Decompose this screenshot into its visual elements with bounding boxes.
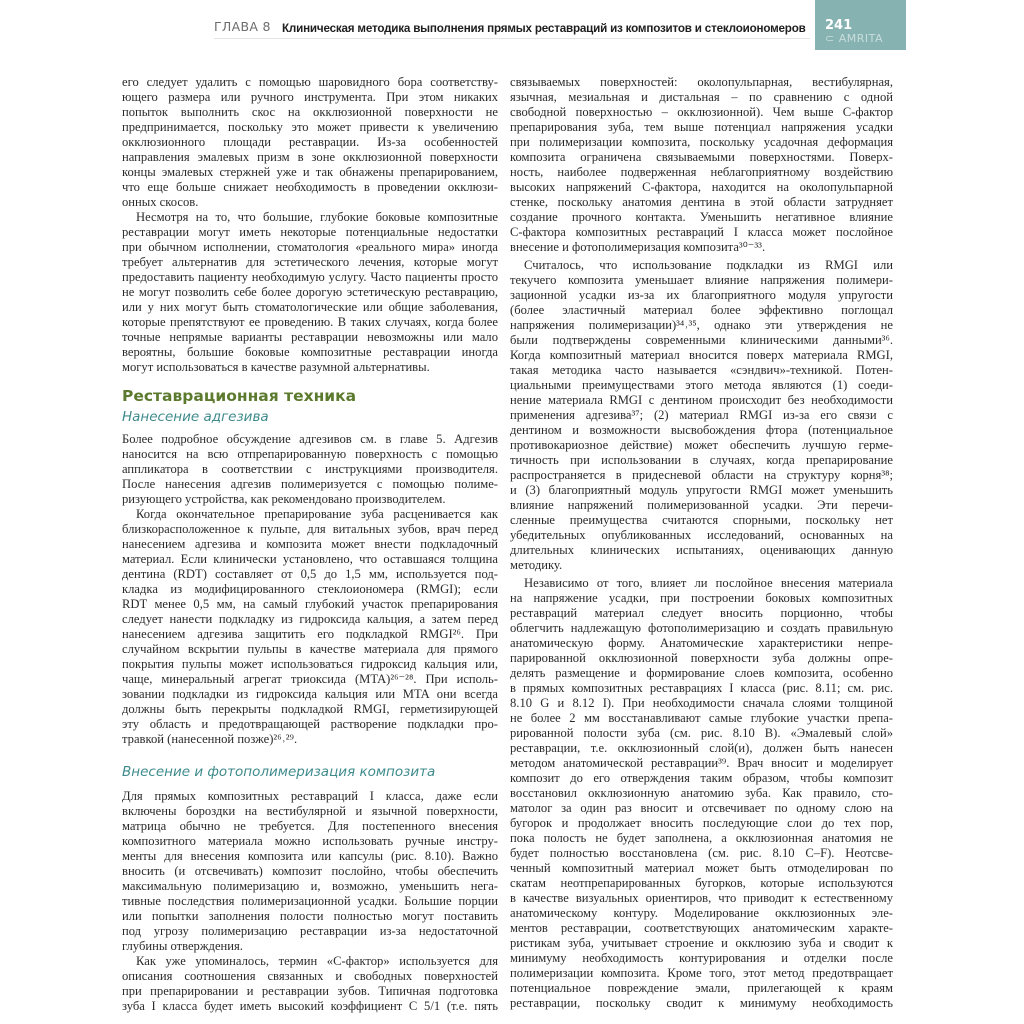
text-line: реставрации, поскольку сводит к минимуму необходимость bbox=[510, 996, 893, 1010]
subsection-heading: Нанесение адгезива bbox=[122, 409, 269, 425]
text-line: предоставить пациенту необходимую услугу. Часто пациенты просто bbox=[122, 270, 498, 284]
text-line: композита ограничена связываемыми поверхностями. Поверх- bbox=[510, 150, 893, 164]
watermark-text: AMRITA bbox=[838, 32, 884, 45]
text-line: на напряжение усадки, при построении боковых композитных bbox=[510, 591, 893, 605]
text-line: бугорок и продолжает вносить последующие слои до тех пор, bbox=[510, 816, 893, 830]
paragraph bbox=[122, 75, 498, 210]
text-line: распространяется в придесневой области на структуру корня³⁸; bbox=[510, 468, 893, 482]
text-line: методом анатомической реставрации³⁹. Врач вносит и моделирует bbox=[510, 756, 893, 770]
text-line: менты для внесения композита или капсулы (рис. 8.10). Важно bbox=[122, 849, 498, 863]
text-line: композит до его отверждения таким образом, чтобы композит bbox=[510, 771, 893, 785]
text-line: После нанесения адгезив полимеризуется с помощью полиме- bbox=[122, 477, 498, 491]
text-line: такая методика часто называется «сэндвич»-техникой. Потен- bbox=[510, 363, 893, 377]
text-line: его следует удалить с помощью шаровидного бора соответству- bbox=[122, 75, 498, 89]
paragraph bbox=[122, 789, 498, 954]
right-text-column bbox=[510, 75, 893, 1011]
text-line: стенке, поскольку анатомия дентина в этой области затрудняет bbox=[510, 195, 893, 209]
text-line: высоких напряжений С-фактора, находится на околопульпарной bbox=[510, 180, 893, 194]
text-line: текучего композита уменьшает влияние напряжения полимери- bbox=[510, 273, 893, 287]
text-line: С-фактора композитных реставраций I класса может послойное bbox=[510, 225, 893, 239]
text-line: Более подробное обсуждение адгезивов см. в главе 5. Адгезив bbox=[122, 432, 498, 446]
chapter-title: Клиническая методика выполнения прямых реставраций из композитов и стеклоиономеров bbox=[282, 21, 806, 35]
running-header bbox=[0, 0, 1024, 52]
paragraph bbox=[510, 75, 893, 255]
text-line: покрытия пульпы может использоваться гидроксид кальция или, bbox=[122, 657, 498, 671]
chapter-title-container bbox=[282, 19, 806, 35]
paragraph bbox=[122, 432, 498, 507]
text-line: матрица обычно не требуется. Для постепенного внесения bbox=[122, 819, 498, 833]
text-line: чаще, минеральный агрегат триоксида (MTA)²⁶⁻²⁸. При исполь- bbox=[122, 672, 498, 686]
text-line: композитного материала можно использовать ручные инстру- bbox=[122, 834, 498, 848]
text-line: восстановил окклюзионную анатомию зуба. Как правило, сто- bbox=[510, 786, 893, 800]
text-line: реставрации могут иметь некоторые потенциальные недостатки bbox=[122, 225, 498, 239]
text-line: нанесением адгезива и композита может внести подкладочный bbox=[122, 537, 498, 551]
chapter-label: ГЛАВА 8 bbox=[214, 19, 271, 34]
text-line: полимеризации композита. Кроме того, этот метод предотвращает bbox=[510, 966, 893, 980]
text-line: аппликатора в соответствии с инструкциями производителя. bbox=[122, 462, 498, 476]
text-line: делять размещение и формирование слоев композита, особенно bbox=[510, 666, 893, 680]
text-line: при препарировании и реставрации зубов. Типичная подготовка bbox=[122, 984, 498, 998]
text-line: ющего размера или ручного инструмента. При этом никаких bbox=[122, 90, 498, 104]
text-line: при обычном исполнении, стоматология «реального мира» иногда bbox=[122, 240, 498, 254]
text-line: которые препятствуют ее проведению. В таких случаях, когда более bbox=[122, 315, 498, 329]
page-number-tab bbox=[815, 0, 906, 50]
text-line: и (3) благоприятный модуль упругости RMGI может уменьшить bbox=[510, 483, 893, 497]
text-line: окклюзионного площади реставрации. Из-за особенностей bbox=[122, 135, 498, 149]
text-line: включены бороздки на вестибулярной и язычной поверхности, bbox=[122, 804, 498, 818]
text-line: тивные последствия полимеризационной усадки. Большие порции bbox=[122, 894, 498, 908]
text-line: зуба I класса будет иметь высокий коэффициент С 5/1 (т.е. пять bbox=[122, 999, 498, 1013]
text-line: близкорасположенное к пульпе, для витальных зубов, врач перед bbox=[122, 522, 498, 536]
text-line: глубины отверждения. bbox=[122, 939, 243, 953]
text-line: препарирования зуба, тем выше потенциал напряжения усадки bbox=[510, 120, 893, 134]
paragraph bbox=[510, 258, 893, 573]
subsection-heading: Внесение и фотополимеризация композита bbox=[122, 764, 436, 780]
text-line: связываемых поверхностей: околопульпарная, вестибулярная, bbox=[510, 75, 893, 89]
text-line: Независимо от того, влияет ли послойное внесения материала bbox=[524, 576, 893, 590]
text-line: Когда окончательное препарирование зуба расценивается как bbox=[136, 507, 498, 521]
text-line: анатомическую форму. Анатомические характеристики непре- bbox=[510, 636, 893, 650]
text-line: реставраций материал следует вносить порционно, чтобы bbox=[510, 606, 893, 620]
text-line: парированной окклюзионной поверхности зуба должны опре- bbox=[510, 651, 893, 665]
text-line: облегчить надлежащую фотополимеризацию и создать правильную bbox=[510, 621, 893, 635]
text-line: зационной усадки из-за их благоприятного модуля упругости bbox=[510, 288, 893, 302]
text-line: что еще больше снижает необходимость в проведении окклюзи- bbox=[122, 180, 498, 194]
text-line: матолог за один раз вносит и отсвечивает по одному слою на bbox=[510, 801, 893, 815]
text-line: требует альтернатив для эстетического лечения, которые могут bbox=[122, 255, 498, 269]
text-line: в прямых композитных реставрациях I класса (рис. 8.11; см. рис. bbox=[510, 681, 893, 695]
text-line: были подтверждены современными клиническими данными³⁶. bbox=[510, 333, 893, 347]
text-line: точные непрямые варианты реставрации невозможны или мало bbox=[122, 330, 498, 344]
text-line: ченный композитный материал может быть отмоделирован по bbox=[510, 861, 893, 875]
text-line: вносить (и отсвечивать) композит послойно, чтобы обеспечить bbox=[122, 864, 498, 878]
text-line: Как уже упоминалось, термин «С-фактор» используется для bbox=[136, 954, 498, 968]
text-line: материал. Если клинически установлено, что оставшаяся толщина bbox=[122, 552, 498, 566]
text-line: 8.10 G и 8.12 I). При необходимости сначала слоями толщиной bbox=[510, 696, 893, 710]
text-line: Когда композитный материал вносится поверх материала RMGI, bbox=[510, 348, 893, 362]
page-number: 241 bbox=[825, 18, 853, 33]
text-line: онных скосов. bbox=[122, 195, 199, 209]
text-line: Несмотря на то, что большие, глубокие боковые композитные bbox=[136, 210, 498, 224]
text-line: следует нанести подкладку из гидроксида кальция, а затем перед bbox=[122, 612, 498, 626]
paragraph bbox=[122, 507, 498, 747]
text-line: свободной поверхностью – окклюзионной). Чем выше С-фактор bbox=[510, 105, 893, 119]
text-line: эту область и предотвращающей растворение подкладки про- bbox=[122, 717, 498, 731]
text-line: максимальную полимеризацию и, возможно, уменьшить нега- bbox=[122, 879, 498, 893]
text-line: циальными преимуществами этого метода являются (1) соеди- bbox=[510, 378, 893, 392]
text-line: предпринимается, поскольку это может привести к увеличению bbox=[122, 120, 498, 134]
text-line: противокариозное действие) может обеспечить лучшую герме- bbox=[510, 438, 893, 452]
text-line: в качестве визуальных ориентиров, что приводит к естественному bbox=[510, 891, 893, 905]
text-line: тичность при использовании в случаях, когда препарирование bbox=[510, 453, 893, 467]
text-line: реставрации, т.е. окклюзионный слой(и), должен быть нанесен bbox=[510, 741, 893, 755]
text-line: влияние напряжений полимеризованной усадки. Эти перечи- bbox=[510, 498, 893, 512]
text-line: Считалось, что использование подкладки из RMGI или bbox=[524, 258, 893, 272]
text-line: под угрозу полимеризацию реставрации из-за недостаточной bbox=[122, 924, 498, 938]
text-line: не более 2 мм восстанавливают самые глубокие участки препа- bbox=[510, 711, 893, 725]
text-line: концы эмалевых стержней уже и так обнажены препарированием, bbox=[122, 165, 498, 179]
section-heading: Реставрационная техника bbox=[122, 387, 357, 405]
text-line: при полимеризации композита, поскольку усадочная деформация bbox=[510, 135, 893, 149]
text-line: длительных клинических испытаниях, оценивающих данную bbox=[510, 543, 893, 557]
text-line: вероятны, большие боковые композитные реставрации иногда bbox=[122, 345, 498, 359]
text-line: нение материала RMGI с дентином происходит без необходимости bbox=[510, 393, 893, 407]
text-line: не могут позволить себе более дорогую эстетическую реставрацию, bbox=[122, 285, 498, 299]
text-line: пока полость не будет заполнена, а окклюзионная анатомия не bbox=[510, 831, 893, 845]
text-line: или попытки заполнения полости полностью могут поставить bbox=[122, 909, 498, 923]
text-line: зовании подкладки из гидроксида кальция или MTA они всегда bbox=[122, 687, 498, 701]
text-line: будет полностью восстановлена (см. рис. 8.10 C–F). Неотсве- bbox=[510, 846, 893, 860]
text-line: ризующего устройства, как рекомендовано производителем. bbox=[122, 492, 446, 506]
text-line: создание прочного контакта. Уменьшить негативное влияние bbox=[510, 210, 893, 224]
text-line: направления эмалевых призм в зоне окклюзионной поверхности bbox=[122, 150, 498, 164]
text-line: сленные преимущества считаются спорными, поскольку нет bbox=[510, 513, 893, 527]
text-line: напряжения полимеризации)³⁴˒³⁵, однако эти утверждения не bbox=[510, 318, 893, 332]
text-line: или у них могут быть стоматологические или общие заболевания, bbox=[122, 300, 498, 314]
text-line: травкой (нанесенной позже)²⁶˒²⁹. bbox=[122, 732, 298, 746]
header-divider bbox=[214, 38, 810, 39]
text-line: ность, наиболее подверженная неблагоприятному воздействию bbox=[510, 165, 893, 179]
text-line: ристикам зуба, учитывает строение и окклюзию зуба и сводит к bbox=[510, 936, 893, 950]
text-line: описания соотношения связанных и свободных поверхностей bbox=[122, 969, 498, 983]
text-line: потенциальное повреждение эмали, прилегающей к краям bbox=[510, 981, 893, 995]
text-line: могут использоваться в качестве разумной альтернативы. bbox=[122, 360, 430, 374]
text-line: язычная, мезиальная и дистальная – по сравнению с одной bbox=[510, 90, 893, 104]
paragraph bbox=[510, 576, 893, 1011]
text-line: должны быть перекрыты подкладкой RMGI, герметизирующей bbox=[122, 702, 498, 716]
text-line: случайном вскрытии пульпы в качестве материала для прямого bbox=[122, 642, 498, 656]
text-line: попыток выполнить скос на окклюзионной поверхности не bbox=[122, 105, 498, 119]
left-text-column bbox=[122, 75, 498, 1014]
text-line: RDT менее 0,5 мм, на самый глубокий участок препарирования bbox=[122, 597, 498, 611]
text-line: рированной полости зуба (см. рис. 8.10 B). «Эмалевый слой» bbox=[510, 726, 893, 740]
paragraph bbox=[122, 210, 498, 375]
paragraph bbox=[122, 954, 498, 1014]
text-line: скатам неотпрепарированных бугорков, которые используются bbox=[510, 876, 893, 890]
text-line: дентином и возможности высвобождения фтора (потенциальное bbox=[510, 423, 893, 437]
text-line: применения адгезива³⁷; (2) материал RMGI из-за его связи с bbox=[510, 408, 893, 422]
text-line: убедительных опубликованных исследований, основанных на bbox=[510, 528, 893, 542]
text-line: дентина (RDT) составляет от 0,5 до 1,5 мм, используется под- bbox=[122, 567, 498, 581]
text-line: минимуму необходимость контурирования и отделки после bbox=[510, 951, 893, 965]
text-line: Для прямых композитных реставраций I класса, даже если bbox=[122, 789, 498, 803]
watermark-logo: ⊂ AMRITA bbox=[825, 32, 884, 45]
text-line: методику. bbox=[510, 558, 563, 572]
text-line: кладка из модифицированного стеклоиономера (RMGI); если bbox=[122, 582, 498, 596]
text-line: наносится на всю отпрепарированную поверхность с помощью bbox=[122, 447, 498, 461]
text-line: нанесением адгезива защитить его подкладкой RMGI²⁶. При bbox=[122, 627, 498, 641]
text-line: анатомическому контуру. Моделирование окклюзионных эле- bbox=[510, 906, 893, 920]
text-line: внесение и фотополимеризация композита³⁰⁻³³. bbox=[510, 240, 766, 254]
text-line: ментов реставрации, соответствующих анатомическим характе- bbox=[510, 921, 893, 935]
text-line: (более эластичный материал более эффективно поглощал bbox=[510, 303, 893, 317]
